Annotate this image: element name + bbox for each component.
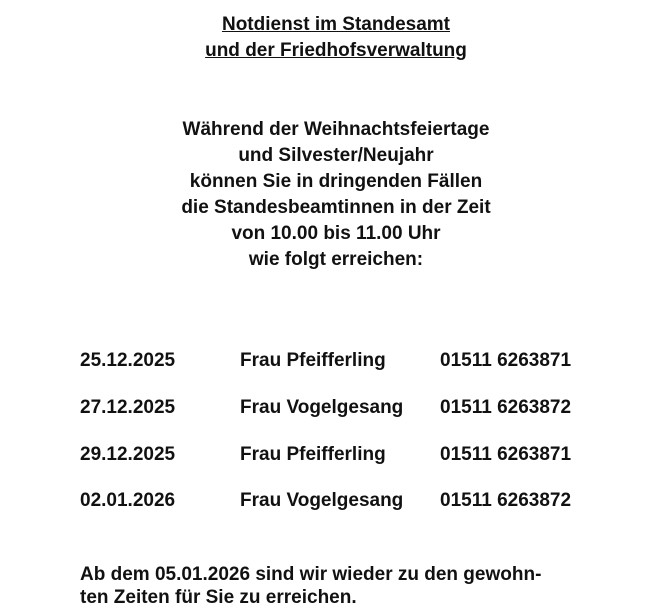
- date: 27.12.2025: [80, 397, 176, 418]
- phone-number: 01511 6263872: [440, 397, 572, 418]
- footer-line: ten Zeiten für Sie zu erreichen.: [80, 587, 357, 608]
- date: 29.12.2025: [80, 444, 176, 465]
- intro-text: [0, 117, 648, 273]
- phone-number: 01511 6263872: [440, 490, 572, 511]
- intro-line: von 10.00 bis 11.00 Uhr: [231, 223, 441, 244]
- intro-line: wie folgt erreichen:: [248, 249, 424, 270]
- intro-line: Während der Weihnachtsfeiertage: [182, 119, 490, 140]
- intro-line: und Silvester/Neujahr: [238, 145, 434, 166]
- document-title: [0, 12, 648, 64]
- contact-name: Frau Pfeifferling: [240, 444, 386, 465]
- contact-name: Frau Vogelgesang: [240, 397, 404, 418]
- contact-name: Frau Pfeifferling: [240, 350, 386, 371]
- title-line: Notdienst im Standesamt: [221, 14, 451, 35]
- date: 02.01.2026: [80, 490, 176, 511]
- footer-note: [80, 563, 600, 609]
- phone-number: 01511 6263871: [440, 444, 572, 465]
- phone-number: 01511 6263871: [440, 350, 572, 371]
- footer-line: Ab dem 05.01.2026 sind wir wieder zu den gewohn-: [80, 564, 542, 585]
- date: 25.12.2025: [80, 350, 176, 371]
- contact-name: Frau Vogelgesang: [240, 490, 404, 511]
- intro-line: die Standesbeamtinnen in der Zeit: [181, 197, 491, 218]
- intro-line: können Sie in dringenden Fällen: [189, 171, 483, 192]
- title-line: und der Friedhofsverwaltung: [205, 40, 467, 61]
